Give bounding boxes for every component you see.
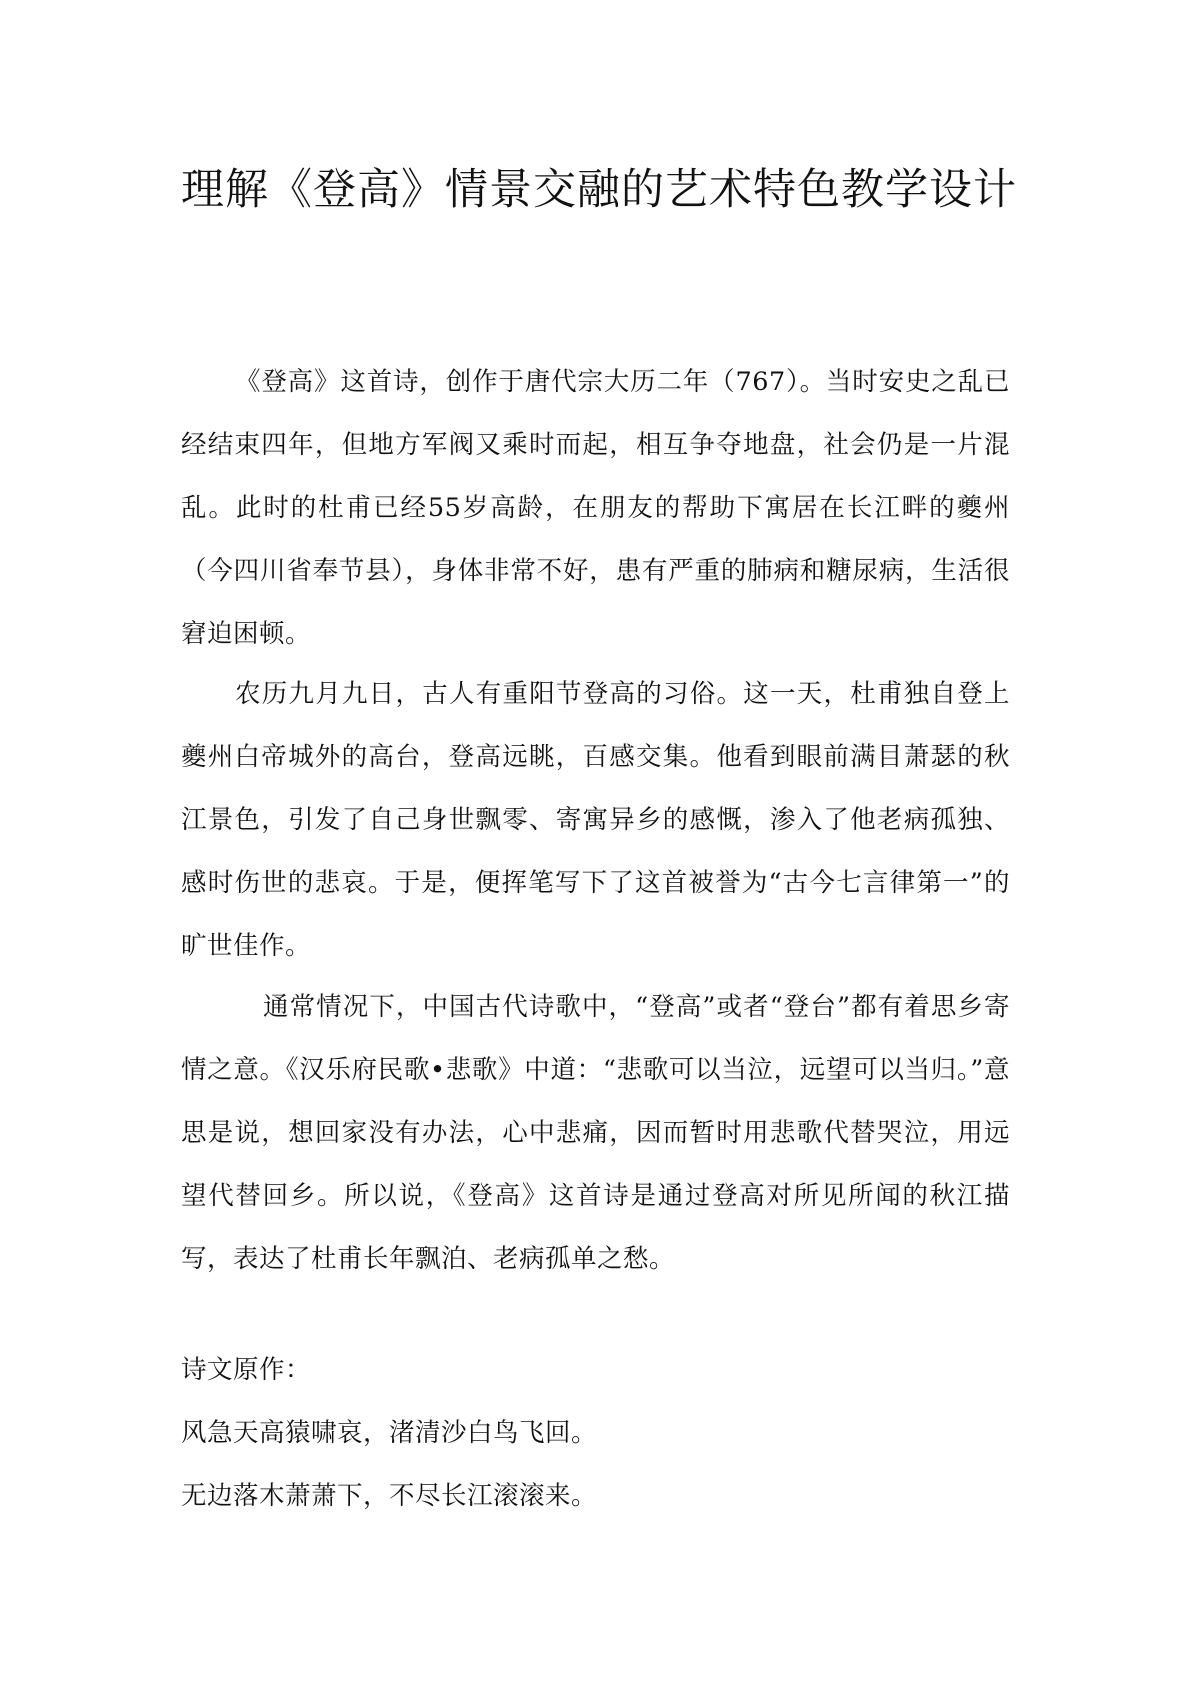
paragraph-background: 《登高》这首诗，创作于唐代宗大历二年（767）。当时安史之乱已经结束四年，但地方军阀又乘时而起，相互争夺地盘，社会仍是一片混乱。此时的杜甫已经55岁高龄，在朋友的帮助下寓居在长江畔的夔州（今四川省奉节县），身体非常不好，患有严重的肺病和糖尿病，生活很窘迫困顿。: [181, 367, 1010, 649]
poem-heading: 诗文原作：: [181, 1355, 312, 1385]
poem-line: 无边落木萧萧下，不尽长江滚滚来。: [181, 1481, 598, 1511]
paragraph-theme: 通常情况下，中国古代诗歌中，“登高”或者“登台”都有着思乡寄情之意。《汉乐府民歌•悲歌》中道：“悲歌可以当泣，远望可以当归。”意思是说，想回家没有办法，心中悲痛，因而暂时用悲歌代替哭泣，用远望代替回乡。所以说，《登高》这首诗是通过登高对所见所闻的秋江描写，表达了杜甫长年飘泊、老病孤单之愁。: [181, 992, 1010, 1274]
document-title: 理解《登高》情景交融的艺术特色教学设计: [181, 165, 1017, 215]
poem-line: 风急天高猿啸哀，渚清沙白鸟飞回。: [181, 1418, 598, 1448]
paragraph-occasion: 农历九月九日，古人有重阳节登高的习俗。这一天，杜甫独自登上夔州白帝城外的高台，登高远眺，百感交集。他看到眼前满目萧瑟的秋江景色，引发了自己身世飘零、寄寓异乡的感慨，渗入了他老病孤独、感时伤世的悲哀。于是，便挥笔写下了这首被誉为“古今七言律第一”的旷世佳作。: [181, 679, 1010, 961]
